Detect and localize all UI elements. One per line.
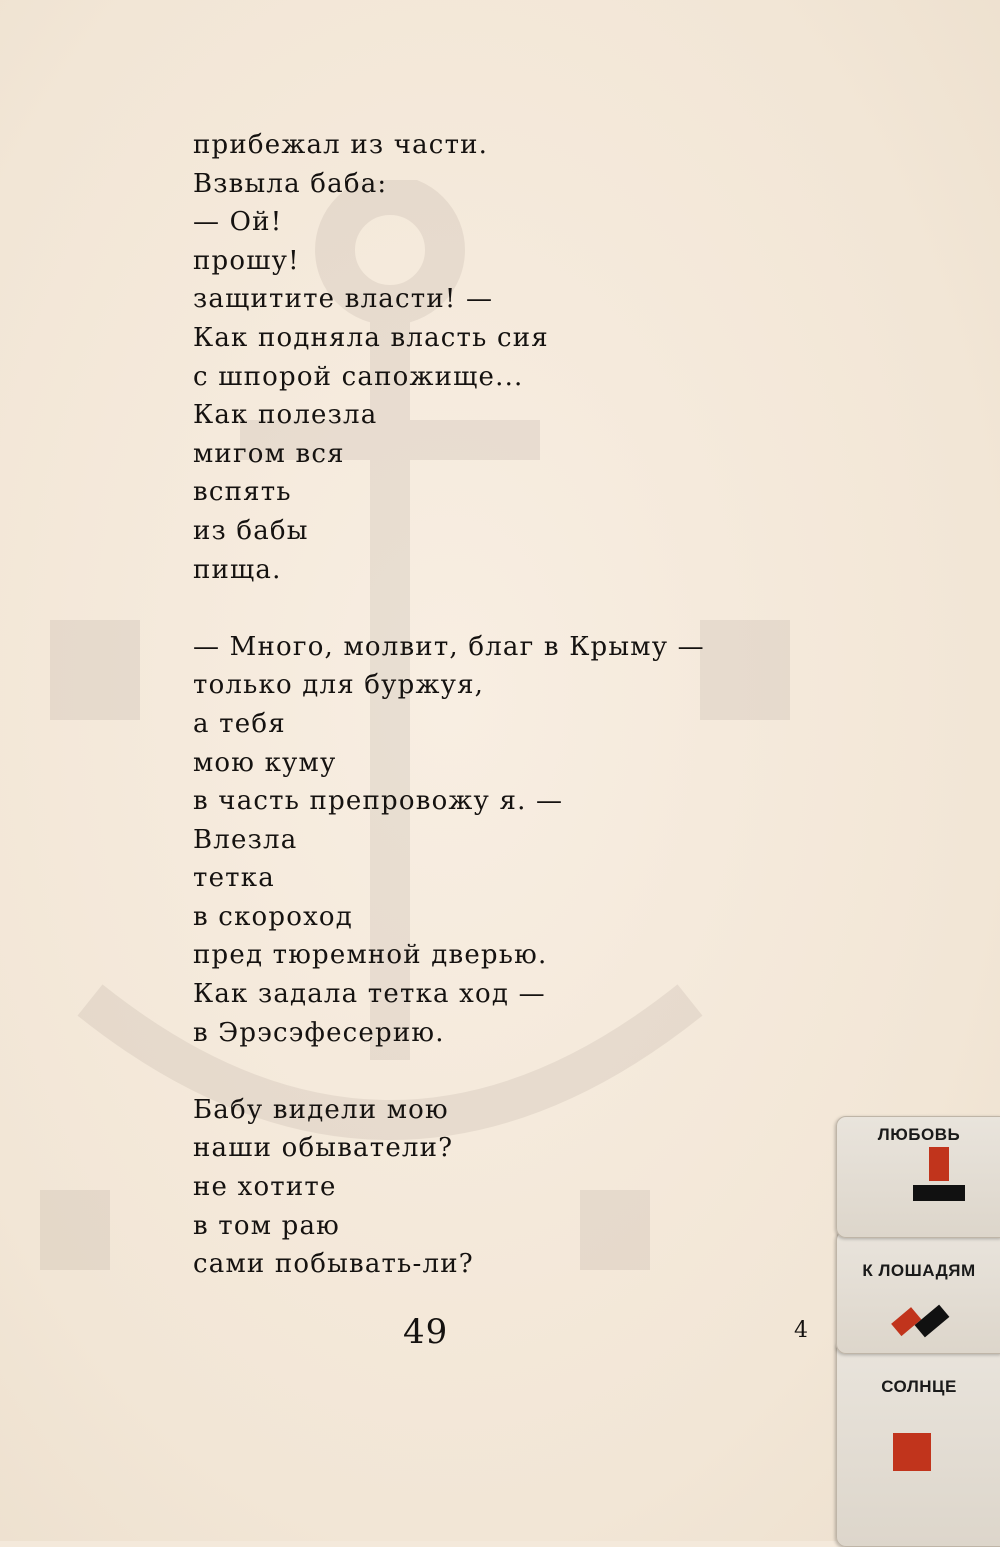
tab-label: СОЛНЦЕ xyxy=(881,1377,957,1396)
stanza-gap xyxy=(193,1052,793,1091)
poem-line: Влезла xyxy=(193,824,298,855)
poem-line: мою куму xyxy=(193,747,337,778)
poem-line: в скороход xyxy=(193,901,353,932)
poem-line: сами побывать-ли? xyxy=(193,1249,474,1280)
poem-line: Бабу видели мою xyxy=(193,1094,449,1125)
poem-line: Взвыла баба: xyxy=(193,168,388,199)
poem-line: с шпорой сапожище... xyxy=(193,361,524,392)
signature-number: 4 xyxy=(794,1318,808,1343)
red-square-icon xyxy=(837,1429,1000,1479)
tab-solntse[interactable] xyxy=(836,1340,1000,1547)
poem-line: только для буржуя, xyxy=(193,670,485,701)
poem-line: пища. xyxy=(193,554,282,585)
stanza-1 xyxy=(193,126,793,589)
red-bar-over-black-bar-icon xyxy=(837,1145,1000,1209)
poem-text xyxy=(193,126,793,1284)
tilted-red-and-black-bars-icon xyxy=(837,1291,1000,1351)
poem-line: Как подняла власть сия xyxy=(193,322,549,353)
poem-line: — Много, молвит, благ в Крыму — xyxy=(193,631,705,662)
page-number: 49 xyxy=(403,1312,449,1352)
thumb-index-tabs xyxy=(836,1116,1000,1541)
tab-label: ЛЮБОВЬ xyxy=(877,1125,961,1144)
poem-line: прибежал из части. xyxy=(193,130,489,160)
poem-line: а тебя xyxy=(193,708,286,739)
poem-line: мигом вся xyxy=(193,438,345,469)
tab-k-loshadyam[interactable] xyxy=(836,1230,1000,1354)
poem-line: не хотите xyxy=(193,1172,337,1203)
stanza-3 xyxy=(193,1091,793,1284)
tab-lyubov[interactable] xyxy=(836,1116,1000,1238)
poem-line: пред тюремной дверью. xyxy=(193,940,548,971)
poem-line: из бабы xyxy=(193,515,309,546)
poem-line: прошу! xyxy=(193,245,300,276)
poem-line: — Ой! xyxy=(193,207,283,238)
tab-label: К ЛОШАДЯМ xyxy=(862,1261,976,1280)
stanza-2 xyxy=(193,628,793,1053)
poem-line: тетка xyxy=(193,863,275,894)
poem-line: наши обыватели? xyxy=(193,1133,454,1164)
poem-line: вспять xyxy=(193,477,292,508)
poem-line: Как полезла xyxy=(193,400,378,431)
poem-line: в Эрэсэфесерию. xyxy=(193,1017,445,1048)
poem-line: Как задала тетка ход — xyxy=(193,979,546,1010)
poem-line: в том раю xyxy=(193,1210,341,1241)
stanza-gap xyxy=(193,589,793,628)
poem-line: в часть препровожу я. — xyxy=(193,786,564,817)
poem-line: защитите власти! — xyxy=(193,284,494,315)
